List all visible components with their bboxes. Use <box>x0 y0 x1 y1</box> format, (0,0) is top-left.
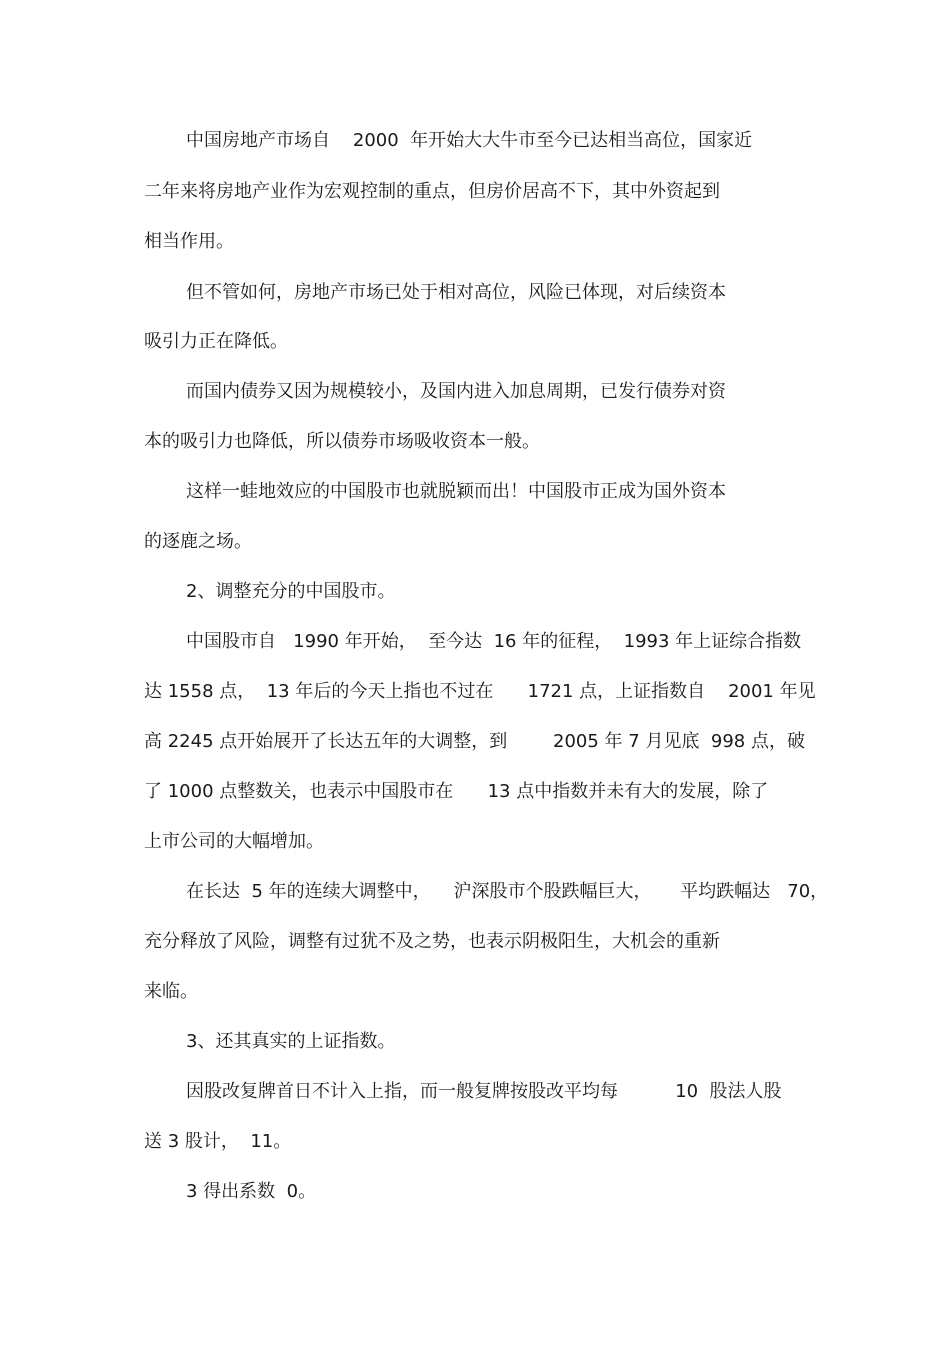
paragraph-line: 在长达 5 年的连续大调整中， 沪深股市个股跌幅巨大， 平均跌幅达 70， <box>186 881 829 902</box>
paragraph-line: 吸引力正在降低。 <box>144 331 288 352</box>
paragraph-line: 达 1558 点， 13 年后的今天上指也不过在 1721 点，上证指数自 2001 年见 <box>144 681 816 702</box>
paragraph-line: 但不管如何，房地产市场已处于相对高位，风险已体现，对后续资本 <box>186 282 726 303</box>
paragraph-line: 中国房地产市场自 2000 年开始大大牛市至今已达相当高位，国家近 <box>186 130 753 151</box>
paragraph-line: 而国内债券又因为规模较小，及国内进入加息周期，已发行债券对资 <box>186 381 726 402</box>
paragraph-line: 上市公司的大幅增加。 <box>144 831 324 852</box>
paragraph-line: 本的吸引力也降低，所以债券市场吸收资本一般。 <box>144 431 540 452</box>
paragraph-line: 这样一蛙地效应的中国股市也就脱颖而出！中国股市正成为国外资本 <box>186 481 726 502</box>
paragraph-line: 3 得出系数 0。 <box>186 1181 317 1202</box>
paragraph-line: 送 3 股计， 11。 <box>144 1131 292 1152</box>
section-heading: 3、还其真实的上证指数。 <box>186 1031 396 1052</box>
paragraph-line: 了 1000 点整数关，也表示中国股市在 13 点中指数并未有大的发展，除了 <box>144 781 769 802</box>
paragraph-line: 相当作用。 <box>144 231 234 252</box>
paragraph-line: 来临。 <box>144 981 198 1002</box>
paragraph-line: 充分释放了风险，调整有过犹不及之势，也表示阴极阳生，大机会的重新 <box>144 931 720 952</box>
paragraph-line: 高 2245 点开始展开了长达五年的大调整，到 2005 年 7 月见底 998 点，破 <box>144 731 805 752</box>
paragraph-line: 中国股市自 1990 年开始， 至今达 16 年的征程， 1993 年上证综合指数 <box>186 631 802 652</box>
paragraph-line: 二年来将房地产业作为宏观控制的重点，但房价居高不下，其中外资起到 <box>144 181 720 202</box>
section-heading: 2、调整充分的中国股市。 <box>186 581 396 602</box>
paragraph-line: 因股改复牌首日不计入上指，而一般复牌按股改平均每 10 股法人股 <box>186 1081 782 1102</box>
paragraph-line: 的逐鹿之场。 <box>144 531 252 552</box>
